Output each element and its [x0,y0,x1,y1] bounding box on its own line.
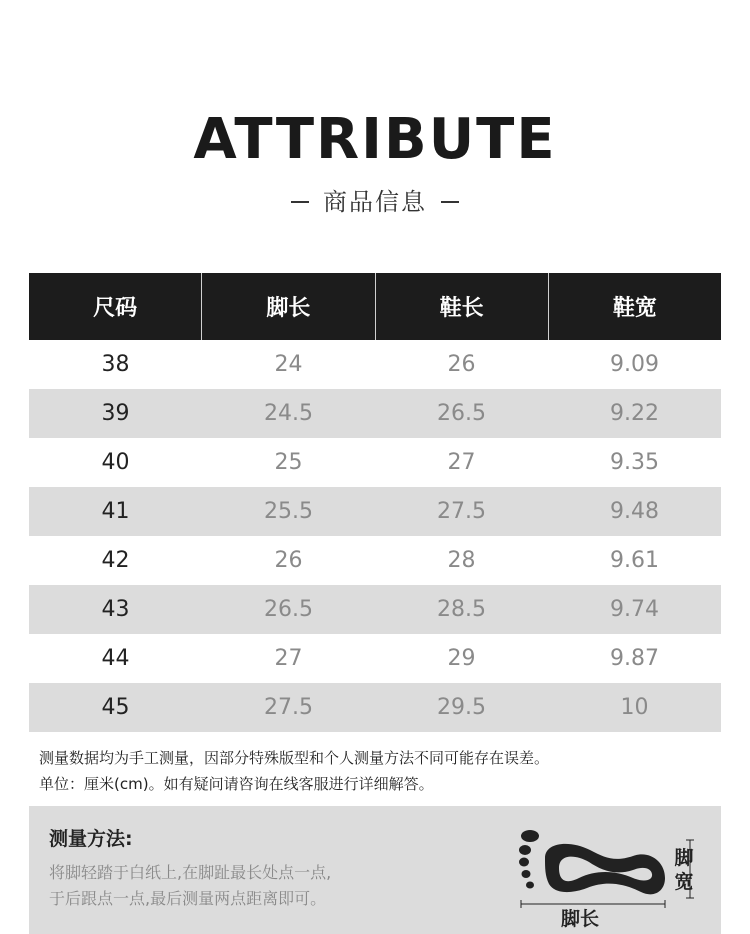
unit-note: 单位：厘米(cm)。如有疑问请咨询在线客服进行详细解答。 [39,775,434,793]
table-row [29,536,721,585]
cell-size: 43 [101,597,130,622]
cell-shoe-length: 28 [447,548,476,573]
method-title: 测量方法: [49,828,133,850]
cell-foot-length: 26 [274,548,303,573]
method-step-1: 将脚轻踏于白纸上,在脚趾最长处点一点, [49,863,332,882]
foot-length-label: 脚长 [561,908,600,930]
cell-shoe-length: 29 [447,646,476,671]
subtitle-right-dash [441,201,459,203]
measurement-method-panel [29,806,721,934]
cell-foot-length: 25.5 [264,499,313,524]
table-row [29,487,721,536]
size-table-header [29,273,721,340]
cell-size: 38 [101,352,130,377]
cell-shoe-length: 27.5 [437,499,486,524]
cell-shoe-width: 9.09 [610,352,659,377]
cell-size: 44 [101,646,130,671]
cell-shoe-length: 27 [447,450,476,475]
cell-size: 39 [101,401,130,426]
cell-foot-length: 26.5 [264,597,313,622]
cell-size: 40 [101,450,130,475]
cell-shoe-width: 9.74 [610,597,659,622]
cell-shoe-width: 9.22 [610,401,659,426]
subtitle-row [0,186,750,218]
cell-foot-length: 25 [274,450,303,475]
column-header-shoe-width: 鞋宽 [612,296,657,321]
cell-foot-length: 24 [274,352,303,377]
cell-foot-length: 24.5 [264,401,313,426]
cell-shoe-length: 26 [447,352,476,377]
size-table [29,273,721,732]
cell-shoe-length: 28.5 [437,597,486,622]
column-header-size: 尺码 [29,273,202,340]
cell-shoe-length: 29.5 [437,695,486,720]
column-header-shoe-length: 鞋长 [376,273,549,340]
subtitle-left-dash [291,201,309,203]
table-row [29,585,721,634]
cell-foot-length: 27.5 [264,695,313,720]
cell-shoe-width: 9.48 [610,499,659,524]
table-row [29,634,721,683]
measurement-note: 测量数据均为手工测量，因部分特殊版型和个人测量方法不同可能存在误差。 [39,749,550,767]
cell-shoe-length: 26.5 [437,401,486,426]
cell-foot-length: 27 [274,646,303,671]
cell-size: 45 [101,695,130,720]
cell-shoe-width: 9.35 [610,450,659,475]
method-step-2: 于后跟点一点,最后测量两点距离即可。 [49,889,327,908]
cell-shoe-width: 10 [620,695,649,720]
column-header-foot-length: 脚长 [202,273,375,340]
cell-shoe-width: 9.61 [610,548,659,573]
table-row [29,340,721,389]
cell-size: 41 [101,499,130,524]
table-row [29,389,721,438]
foot-width-label: 脚宽 [674,847,694,893]
table-row [29,683,721,732]
page-subtitle: 商品信息 [323,188,427,216]
cell-shoe-width: 9.87 [610,646,659,671]
page-title: ATTRIBUTE [193,107,557,172]
cell-size: 42 [101,548,130,573]
table-row [29,438,721,487]
